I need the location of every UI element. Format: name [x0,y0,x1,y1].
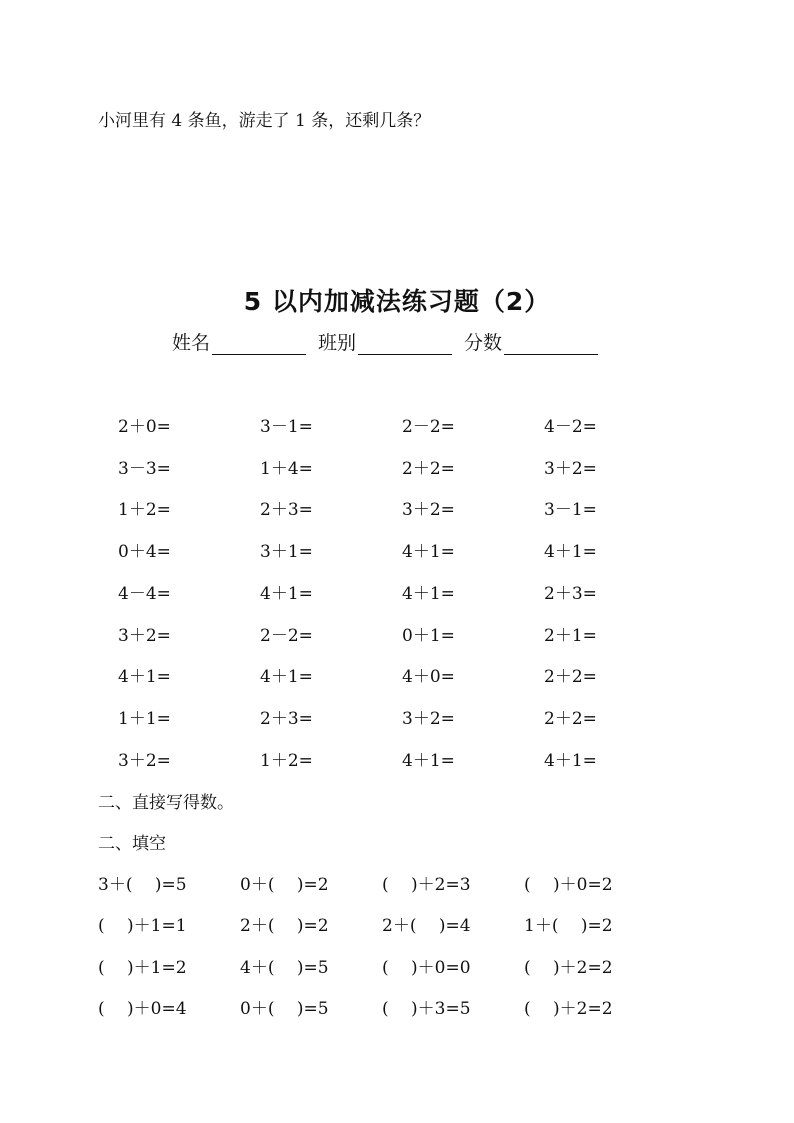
fill-problem: 1＋( )=2 [524,916,613,937]
calc-problem: 1＋4= [260,458,313,479]
calc-problem: 2＋3= [260,500,313,521]
calc-problem: 2＋1= [544,625,597,646]
score-field [464,328,598,355]
calc-problem: 1＋2= [260,750,313,771]
calc-problem: 2＋2= [544,708,597,729]
score-label: 分数 [464,332,503,354]
fill-problem: 2＋( )=2 [240,916,329,937]
calc-problem: 1＋1= [118,708,171,729]
score-blank [504,334,598,355]
fill-problem: 0＋( )=2 [240,875,329,895]
calc-problem: 4＋1= [260,667,313,688]
calc-problem: 4＋1= [118,667,171,688]
section-heading-fill: 二、填空 [98,834,166,854]
fill-problem: ( )＋0=4 [98,998,187,1019]
calc-problem: 2＋2= [544,667,597,688]
calc-problem: 3＋2= [402,708,455,729]
calc-problem: 3－3= [118,458,171,479]
class-blank [358,334,452,355]
calc-problem: 2＋2= [402,458,455,479]
calc-problem: 4＋0= [402,667,455,688]
fill-problem: 4＋( )=5 [240,957,329,978]
section-heading-direct: 二、直接写得数。 [98,793,234,813]
name-field [172,328,306,355]
word-problem: 小河里有 4 条鱼，游走了 1 条，还剩几条？ [98,111,431,131]
class-field [318,328,452,355]
fill-problem: ( )＋0=2 [524,875,613,895]
fill-problem: 3＋( )=5 [98,875,187,895]
calc-problem: 3＋1= [260,542,313,563]
fill-problem: ( )＋1=2 [98,957,187,978]
calc-problem: 0＋1= [402,625,455,646]
calc-problem: 3＋2= [118,625,171,646]
fill-problem: ( )＋2=3 [382,875,471,895]
student-info-line [172,328,610,355]
calc-problem: 4＋1= [544,542,597,563]
calc-problem: 3＋2= [118,750,171,771]
calc-problem: 4＋1= [402,542,455,563]
calc-problem: 3－1= [260,417,313,437]
class-label: 班别 [318,332,357,354]
calc-problem: 2－2= [260,625,313,646]
calc-problem: 2＋3= [544,583,597,604]
calc-problem: 2＋3= [260,708,313,729]
calc-problem: 4－2= [544,417,597,437]
fill-problem: ( )＋2=2 [524,957,613,978]
fill-problem: ( )＋0=0 [382,957,471,978]
calc-problem: 4＋1= [260,583,313,604]
fill-problem: 2＋( )=4 [382,916,471,937]
fill-problem: ( )＋1=1 [98,916,187,937]
calc-problem: 3－1= [544,500,597,521]
fill-problem: ( )＋3=5 [382,998,471,1019]
calc-problem: 4＋1= [402,583,455,604]
calc-problem: 3＋2= [402,500,455,521]
calc-problem: 4－4= [118,583,171,604]
calc-problem: 1＋2= [118,500,171,521]
fill-problem: ( )＋2=2 [524,998,613,1019]
calc-problem: 2－2= [402,417,455,437]
calc-problem: 4＋1= [544,750,597,771]
calc-problem: 3＋2= [544,458,597,479]
name-label: 姓名 [172,332,211,354]
worksheet-title: 5 以内加减法练习题（2） [243,287,551,316]
calc-problem: 2＋0= [118,417,171,437]
name-blank [212,334,306,355]
calc-problem: 4＋1= [402,750,455,771]
calc-problem: 0＋4= [118,542,171,563]
fill-problem: 0＋( )=5 [240,998,329,1019]
